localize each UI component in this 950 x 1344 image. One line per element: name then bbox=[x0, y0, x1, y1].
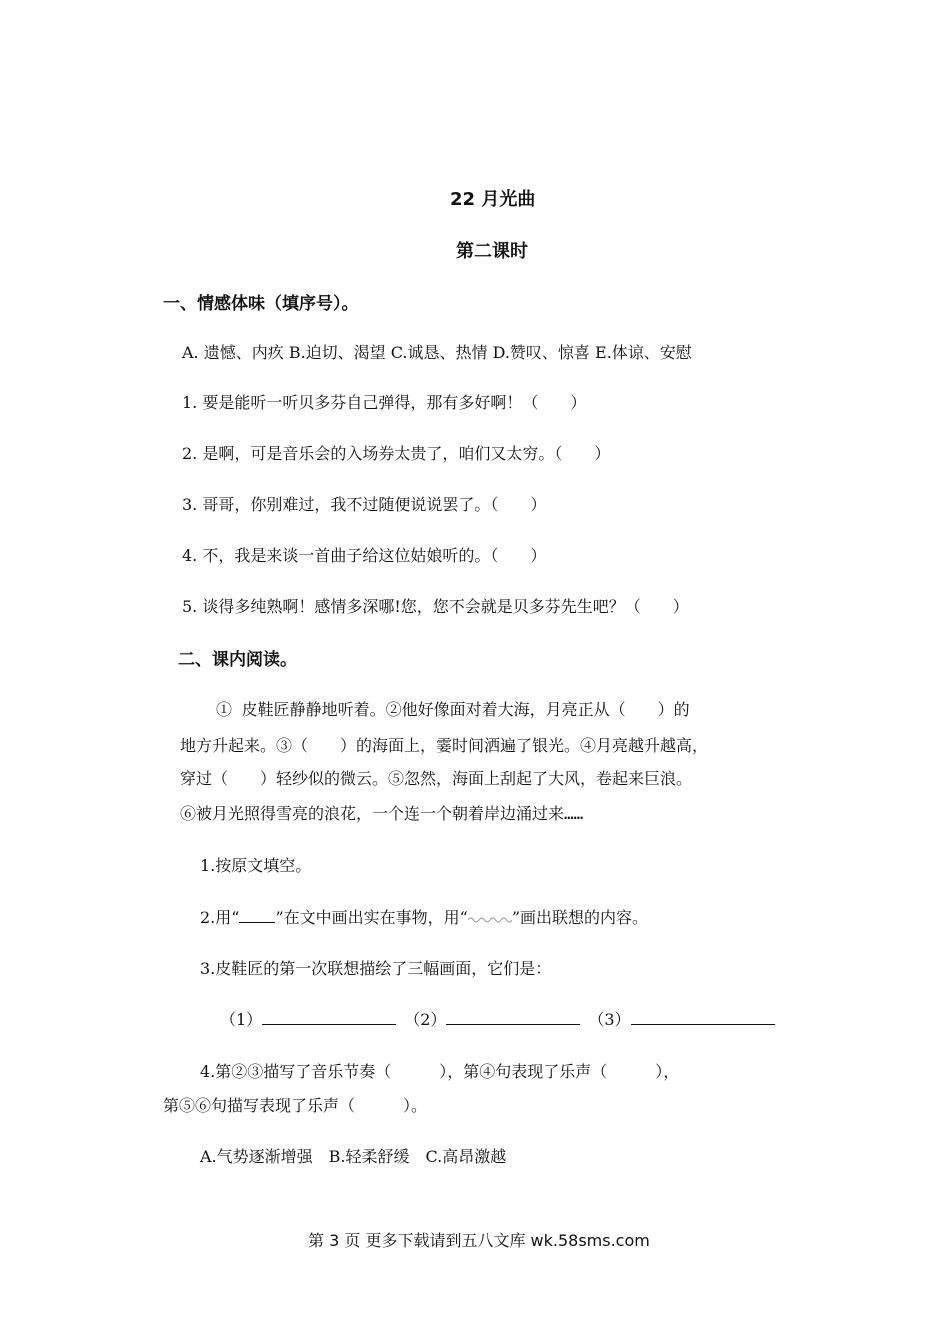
passage-line-3: 穿过（ ）轻纱似的微云。⑤忽然，海面上刮起了大风，卷起来巨浪。 bbox=[180, 769, 693, 788]
passage-line-2: 地方升起来。③（ ）的海面上，霎时间洒遍了银光。④月亮越升越高， bbox=[180, 736, 709, 755]
section1-question-2: 2. 是啊，可是音乐会的入场券太贵了，咱们又太穷。（ ） bbox=[182, 444, 611, 463]
reading-question-4-options: A.气势逐渐增强 B.轻柔舒缓 C.高昂激越 bbox=[200, 1147, 507, 1166]
section2-heading: 二、课内阅读。 bbox=[178, 650, 297, 670]
picture-blanks bbox=[220, 1007, 775, 1030]
section1-options: A. 遗憾、内疚 B.迫切、渴望 C.诚恳、热情 D.赞叹、惊喜 E.体谅、安慰 bbox=[182, 343, 692, 362]
reading-question-1: 1.按原文填空。 bbox=[200, 856, 312, 875]
answer-blank-1[interactable] bbox=[262, 1024, 396, 1025]
section1-question-3: 3. 哥哥，你别难过，我不过随便说说罢了。（ ） bbox=[182, 495, 547, 514]
reading-question-4-line-1: 4.第②③描写了音乐节奏（ ），第④句表现了乐声（ ）， bbox=[200, 1062, 680, 1081]
wavy-underline-sample bbox=[468, 913, 512, 923]
page-subtitle: 第二课时 bbox=[456, 241, 528, 262]
page-footer: 第 3 页 更多下载请到五八文库 wk.58sms.com bbox=[308, 1231, 650, 1250]
q2-part-b: ”在文中画出实在事物，用“ bbox=[275, 908, 468, 927]
blank-label-3: （3） bbox=[588, 1010, 631, 1029]
section1-question-1: 1. 要是能听一听贝多芬自己弹得，那有多好啊！（ ） bbox=[182, 393, 587, 412]
reading-question-2 bbox=[200, 905, 648, 928]
passage-line-1: ① 皮鞋匠静静地听着。②他好像面对着大海，月亮正从（ ）的 bbox=[216, 700, 690, 719]
answer-blank-3[interactable] bbox=[631, 1024, 775, 1025]
blank-label-1: （1） bbox=[220, 1010, 263, 1029]
section1-question-5: 5. 谈得多纯熟啊！感情多深哪!您，您不会就是贝多芬先生吧？（ ） bbox=[182, 597, 689, 616]
blank-label-2: （2） bbox=[404, 1010, 447, 1029]
page-title: 22 月光曲 bbox=[450, 189, 536, 210]
q2-part-c: ”画出联想的内容。 bbox=[511, 908, 649, 927]
straight-underline-sample bbox=[239, 922, 275, 923]
answer-blank-2[interactable] bbox=[446, 1024, 580, 1025]
q2-part-a: 2.用“ bbox=[200, 908, 240, 927]
reading-question-3: 3.皮鞋匠的第一次联想描绘了三幅画面，它们是： bbox=[200, 959, 552, 978]
passage-line-4: ⑥被月光照得雪亮的浪花，一个连一个朝着岸边涌过来…… bbox=[180, 804, 584, 823]
section1-heading: 一、情感体味（填序号）。 bbox=[163, 294, 359, 314]
section1-question-4: 4. 不，我是来谈一首曲子给这位姑娘听的。（ ） bbox=[182, 546, 547, 565]
reading-question-4-line-2: 第⑤⑥句描写表现了乐声（ ）。 bbox=[163, 1096, 428, 1115]
